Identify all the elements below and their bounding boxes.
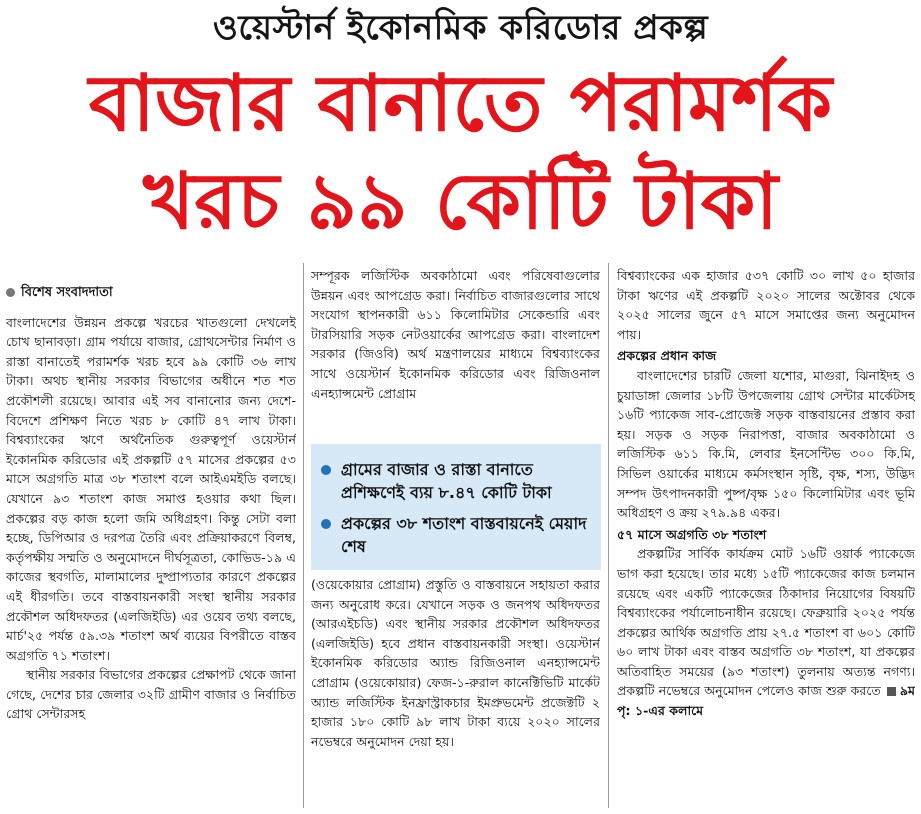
column1-paragraph-1: বাংলাদেশের উন্নয়ন প্রকল্পে খরচের খাতগুলো দেখলেই চোখ ছানাবড়া। গ্রাম পর্যায়ে বাজার, গ্রোথসেন্টার নির্মাণ ও রাস্তা বানাতেই পরামর্শক খরচ হবে ৯৯ কোটি ৩৬ লাখ টাকা। অথচ স্থানীয় সরকার বিভাগের অধীনে শত শত প্রকৌশলী রয়েছে। আবার এই সব বানানোর জন্য দেশে-বিদেশে প্রশিক্ষণ নিতে খরচ ৮ কোটি ৪৭ লাখ টাকা। বিশ্বব্যাংকের ঋণে অর্থনৈতিক গুরুত্বপূর্ণ ওয়েস্টার্ন ইকোনমিক করিডোর এই প্রকল্পটি ৫৭ মাসের প্রকল্পের ৫৩ মাসে অগ্রগতি মাত্র ৩৮ শতাংশ বলে আইএমইডি বলছে। যেখানে ৯৩ শতাংশ কাজ সমাপ্ত হওয়ার কথা ছিল। প্রকল্পের বড় কাজ হলো জমি অধিগ্রহণ। কিন্তু সেটা বলা হচ্ছে, ডিপিআর ও দরপত্র তৈরি এবং প্রক্রিয়াকরণে বিলম্ব, কর্তৃপক্ষীয় সম্মতি ও অনুমোদনে দীর্ঘসূত্রতা, কোভিড-১৯ এ কাজের স্থবগতি, মালামালের দুষ্প্রাপ্যতার কারণে প্রকল্পের এই ধীরগতি। তবে বাস্তবায়নকারী সংস্থা স্থানীয় সরকার প্রকৌশল অধিদফতর (এলজিইডি) এর ওয়েব তথ্য বলছে, মার্চ'২৫ পর্যন্ত ৫৯.৩৯ শতাংশ অর্থ ব্যয়ের বিপরীতে বাস্তব অগ্রগতি ৭১ শতাংশ। [6, 314, 296, 663]
column2-paragraph-1: সম্পূরক লজিস্টিক অবকাঠামো এবং পরিষেবাগুলোর উন্নয়ন এবং আপগ্রেড করা। নির্বাচিত বাজারগুলোর সাথে সংযোগ স্থাপনকারী ৬১১ কিলোমিটার সেকেন্ডারি এবং টারসিয়ারি সড়ক নেটওয়ার্কের আপগ্রেড করা। বাংলাদেশ সরকার (জিওবি) অর্থ মন্ত্রণালয়ের মাধ্যমে বিশ্বব্যাংকের সাথে ওয়েস্টার্ন ইকোনমিক করিডোর এবং রিজিওনাল এনহ্যান্সমেন্ট প্রোগ্রাম [311, 268, 600, 401]
article-column-2-top [311, 266, 600, 438]
pull-quote-bullet-icon [321, 465, 331, 475]
article-column-1 [6, 283, 296, 808]
jump-marker-icon [887, 687, 896, 696]
headline-line-2: খরচ ৯৯ কোটি টাকা [143, 157, 778, 247]
column3-subhead-1: প্রকল্পের প্রধান কাজ [617, 348, 717, 364]
pull-quote-bullet-icon [321, 519, 331, 529]
article-column-2-bottom [311, 575, 600, 808]
article-column-3 [617, 266, 915, 808]
pull-quote-2: প্রকল্পের ৩৮ শতাংশ বাস্তবায়নেই মেয়াদ শেষ [321, 512, 593, 558]
pull-quote-box [311, 444, 601, 570]
byline: বিশেষ সংবাদদাতা [6, 283, 296, 303]
column2-paragraph-2: (ওয়েকোয়ার প্রোগ্রাম) প্রস্তুতি ও বাস্তবায়নে সহায়তা করার জন্য অনুরোধ করে। যেখানে সড়ক ও জনপথ অধিদফতর (আরএইচডি) এবং স্থানীয় সরকার প্রকৌশল অধিদফতর (এলজিইডি) হবে প্রধান বাস্তবায়নকারী সংস্থা। ওয়েস্টার্ন ইকোনমিক করিডোর অ্যান্ড রিজিওনাল এনহ্যান্সমেন্ট প্রোগ্রাম (ওয়েকোয়ার) ফেজ-১-রুরাল কানেক্টিভিটি মার্কেট অ্যান্ড লজিস্টিক ইনফ্রাস্ট্রাকচার ইমপ্রুভমেন্ট প্রজেক্টটি ২ হাজার ১৮০ কোটি ৯৮ লাখ টাকা ব্যয়ে ২০২০ সালের নভেম্বরে অনুমোদন দেয়া হয়। [311, 577, 600, 749]
column-divider-2 [608, 263, 609, 808]
column3-paragraph-3: প্রকল্পটির সার্বিক কার্যক্রম মোট ১৬টি ওয়ার্ক প্যাকেজে ভাগ করা হয়েছে। তার মধ্যে ১৫টি প্যাকেজের কাজ চলমান রয়েছে এবং একটি প্যাকেজের ঠিকাদার নিয়োগের বিষয়টি বিশ্বব্যাংকের পর্যালোচনাধীন রয়েছে। ফেব্রুয়ারি ২০২৫ পর্যন্ত প্রকল্পের আর্থিক অগ্রগতি প্রায় ২৭.৫ শতাংশ বা ৬০১ কোটি ৬০ লাখ টাকা এবং বাস্তব অগ্রগতি ৩৮ শতাংশ, যা প্রকল্পের অতিবাহিত সময়ের (৯৩ শতাংশ) তুলনায় অত্যন্ত নগণ্য। প্রকল্পটি নভেম্বরে অনুমোদন পেলেও কাজ শুরু করতে ৯ম পৃ: ১-এর কলামে [617, 546, 915, 719]
column3-subhead-2: ৫৭ মাসে অগ্রগতি ৩৮ শতাংশ [617, 526, 767, 542]
continued-jump-link[interactable]: ৯ম পৃ: ১-এর কলামে [617, 683, 915, 719]
column3-paragraph-2: বাংলাদেশের চারটি জেলা যশোর, মাগুরা, ঝিনাইদহ ও চুয়াডাঙ্গা জেলার ১৮টি উপজেলায় গ্রোথ সেন্টার মার্কেটসহ ১৬টি প্যাকেজ সাব-প্রোজেক্ট সড়ক বাস্তবায়নের প্রস্তাব করা হয়। সড়ক ও সড়ক নিরাপত্তা, বাজার অবকাঠামো ও লজিস্টিক ৬১১ কি.মি, লেবার ইনসেন্টিভ ৩০০ কি.মি, সিভিল ওয়ার্কের মাধ্যমে কর্মসংস্থান সৃষ্টি, বৃক্ষ, শস্য, উদ্ভিদ সম্পদ উৎপাদনকারী পুষ্প/বৃক্ষ ১৫০ কিলোমিটার এবং ভূমি অধিগ্রহণ ও ক্রয় ২৭৯.৯৪ একর। [617, 367, 915, 521]
column3-paragraph-1: বিশ্বব্যাংকের এক হাজার ৫৩৭ কোটি ৩০ লাখ ৫০ হাজার টাকা ঋণের এই প্রকল্পটি ২০২০ সালের অক্টোবর থেকে ২০২৫ সালের জুনে ৫৭ মাসে সমাপ্তের জন্য অনুমোদন পায়। [617, 268, 915, 342]
column-divider-1 [303, 263, 304, 808]
kicker-title: ওয়েস্টার্ন ইকোনমিক করিডোর প্রকল্প [212, 8, 709, 48]
byline-bullet-icon [6, 288, 15, 297]
headline-line-1: বাজার বানাতে পরামর্শক [88, 59, 833, 149]
column1-paragraph-2: স্থানীয় সরকার বিভাগের প্রকল্পের প্রেক্ষাপট থেকে জানা গেছে, দেশের চার জেলার ৩২টি গ্রামীণ বাজার ও নির্বাচিত গ্রোথ সেন্টারসহ [6, 667, 296, 722]
pull-quote-1: গ্রামের বাজার ও রাস্তা বানাতে প্রশিক্ষণেই ব্যয় ৮.৪৭ কোটি টাকা [321, 458, 593, 504]
